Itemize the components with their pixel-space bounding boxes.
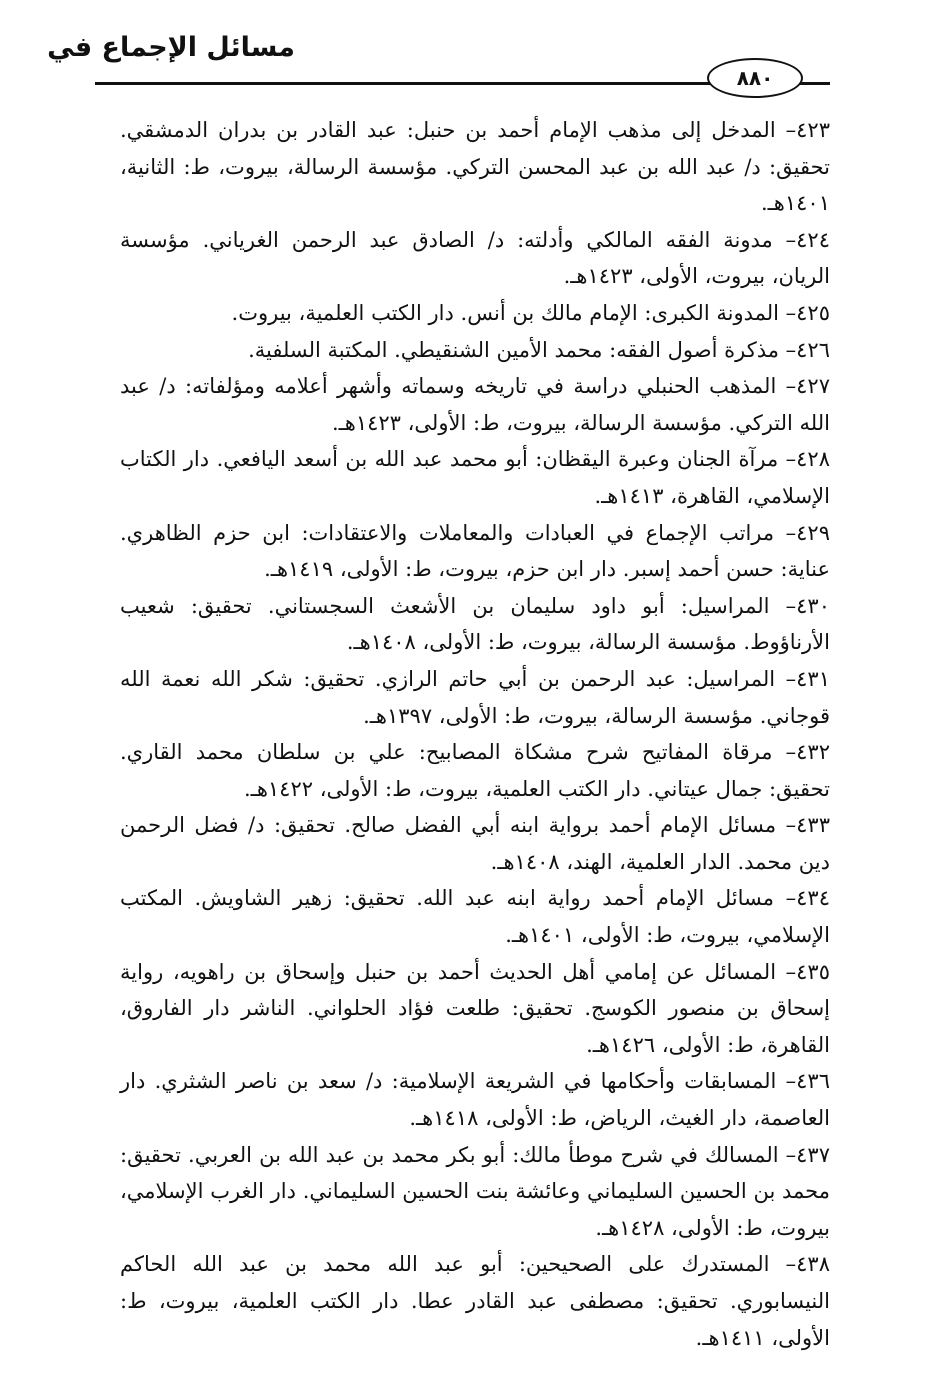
entry-number: ٤٣٦ [796, 1069, 830, 1094]
entry-number: ٤٢٨ [796, 447, 830, 472]
bibliography-entry [120, 880, 830, 953]
bibliography-entry [120, 661, 830, 734]
running-title: مسائل الإجماع في [47, 32, 295, 63]
bibliography-entry [120, 441, 830, 514]
entry-number: ٤٢٦ [796, 337, 830, 362]
bibliography-entry [120, 734, 830, 807]
entry-number: ٤٢٧ [796, 374, 830, 399]
entry-text: – مرقاة المفاتيح شرح مشكاة المصابيح: علي بن سلطان محمد القاري. تحقيق: جمال عيتاني. دار الكتب العلمية، بيروت، ط: الأولى، ١٤٢٢هـ. [120, 740, 830, 801]
entry-number: ٤٣٣ [796, 813, 830, 838]
entry-number: ٤٣٠ [796, 593, 830, 618]
entry-number: ٤٣١ [796, 666, 830, 691]
entry-text: – المراسيل: عبد الرحمن بن أبي حاتم الرازي. تحقيق: شكر الله نعمة الله قوجاني. مؤسسة الرسالة، بيروت، ط: الأولى، ١٣٩٧هـ. [120, 666, 830, 728]
entry-text: – مدونة الفقه المالكي وأدلته: د/ الصادق عبد الرحمن الغرياني. مؤسسة الريان، بيروت، الأولى، ١٤٢٣هـ. [120, 227, 830, 289]
entry-number: ٤٣٤ [796, 886, 830, 911]
bibliography-list [120, 112, 830, 1356]
page-header [47, 30, 830, 92]
entry-number: ٤٢٤ [796, 227, 830, 252]
entry-number: ٤٢٩ [796, 520, 830, 545]
entry-number: ٤٣٢ [796, 740, 830, 765]
entry-number: ٤٢٥ [796, 300, 830, 325]
entry-text: – المسائل عن إمامي أهل الحديث أحمد بن حنبل وإسحاق بن راهويه، رواية إسحاق بن منصور الكوسج. تحقيق: طلعت فؤاد الحلواني. الناشر دار الفاروق، القاهرة، ط: الأولى، ١٤٢٦هـ. [120, 959, 830, 1057]
entry-text: – المدخل إلى مذهب الإمام أحمد بن حنبل: عبد القادر بن بدران الدمشقي. تحقيق: د/ عبد الله بن عبد المحسن التركي. مؤسسة الرسالة، بيروت، ط: الثانية، ١٤٠١هـ. [120, 118, 830, 216]
bibliography-entry [120, 368, 830, 441]
bibliography-entry [120, 588, 830, 661]
entry-text: – المراسيل: أبو داود سليمان بن الأشعث السجستاني. تحقيق: شعيب الأرناؤوط. مؤسسة الرسالة، بيروت، ط: الأولى، ١٤٠٨هـ. [120, 593, 830, 655]
page-number: ٨٨٠ [707, 58, 803, 98]
entry-text: – المستدرك على الصحيحين: أبو عبد الله محمد بن عبد الله الحاكم النيسابوري. تحقيق: مصطفى عبد القادر عطا. دار الكتب العلمية، بيروت، ط: الأولى، ١٤١١هـ. [120, 1252, 830, 1350]
bibliography-entry [120, 954, 830, 1064]
entry-number: ٤٣٨ [796, 1252, 830, 1277]
bibliography-entry [120, 515, 830, 588]
entry-number: ٤٢٣ [796, 118, 830, 142]
bibliography-entry [120, 1246, 830, 1356]
entry-text: – مرآة الجنان وعبرة اليقظان: أبو محمد عبد الله بن أسعد اليافعي. دار الكتاب الإسلامي، القاهرة، ١٤١٣هـ. [120, 447, 830, 508]
bibliography-entry [120, 222, 830, 295]
entry-text: – المسابقات وأحكامها في الشريعة الإسلامية: د/ سعد بن ناصر الشثري. دار العاصمة، دار الغيث، الرياض، ط: الأولى، ١٤١٨هـ. [120, 1069, 830, 1131]
entry-text: – مذكرة أصول الفقه: محمد الأمين الشنقيطي. المكتبة السلفية. [248, 337, 797, 362]
entry-number: ٤٣٧ [796, 1142, 830, 1167]
bibliography-entry [120, 332, 830, 369]
bibliography-entry [120, 1137, 830, 1247]
entry-text: – المدونة الكبرى: الإمام مالك بن أنس. دار الكتب العلمية، بيروت. [231, 300, 797, 325]
entry-number: ٤٣٥ [796, 959, 830, 984]
entry-text: – المذهب الحنبلي دراسة في تاريخه وسماته وأشهر أعلامه ومؤلفاته: د/ عبد الله التركي. مؤسسة الرسالة، بيروت، ط: الأولى، ١٤٢٣هـ. [120, 374, 830, 435]
entry-text: – مسائل الإمام أحمد برواية ابنه أبي الفضل صالح. تحقيق: د/ فضل الرحمن دين محمد. الدار العلمية، الهند، ١٤٠٨هـ. [120, 813, 830, 874]
entry-text: – المسالك في شرح موطأ مالك: أبو بكر محمد بن عبد الله بن العربي. تحقيق: محمد بن الحسين السليماني وعائشة بنت الحسين السليماني. دار الغرب الإسلامي، بيروت، ط: الأولى، ١٤٢٨هـ. [120, 1142, 830, 1240]
entry-text: – مسائل الإمام أحمد رواية ابنه عبد الله. تحقيق: زهير الشاويش. المكتب الإسلامي، بيروت، ط: الأولى، ١٤٠١هـ. [120, 886, 830, 948]
bibliography-entry [120, 1063, 830, 1136]
entry-text: – مراتب الإجماع في العبادات والمعاملات والاعتقادات: ابن حزم الظاهري. عناية: حسن أحمد إسبر. دار ابن حزم، بيروت، ط: الأولى، ١٤١٩هـ. [120, 520, 830, 582]
bibliography-entry [120, 295, 830, 332]
bibliography-entry [120, 807, 830, 880]
bibliography-entry [120, 112, 830, 222]
